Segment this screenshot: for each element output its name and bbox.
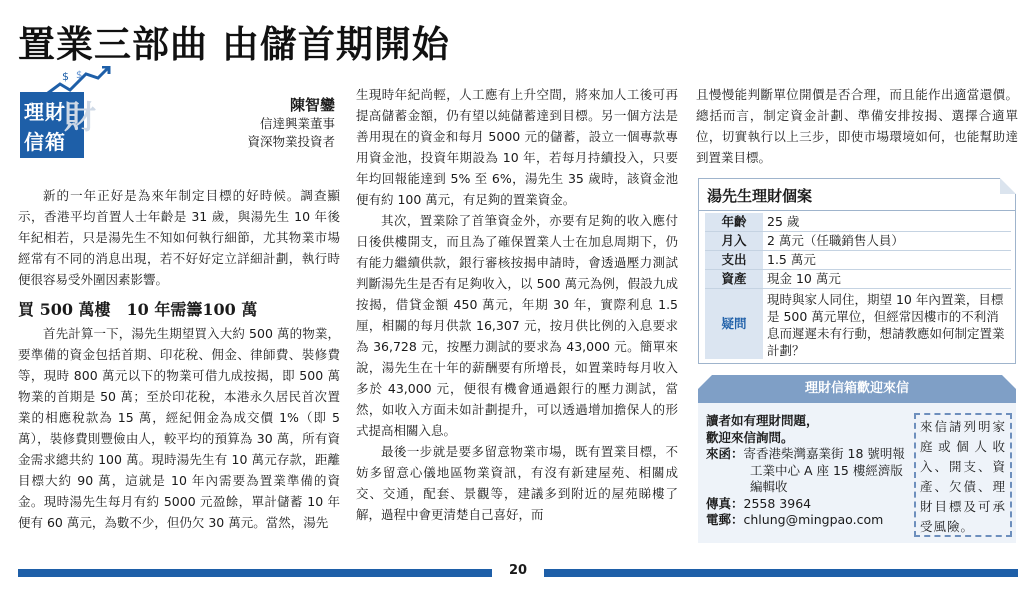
case-box bbox=[698, 178, 1016, 364]
case-table bbox=[705, 213, 1011, 359]
logo-text-1: 理財 bbox=[24, 100, 66, 124]
column2-paragraph-1: 生現時年紀尚輕，人工應有上升空間，將來加人工後可再提高儲蓄金額，仍有望以純儲蓄達到目標。另一個方法是善用現在的資金和每月 5000 元的儲蓄，設立一個專款專用資金池，投資年期設為 10 年，若每月持續投入，只要年均回報能達到 5% 至 6%，湯先生 35 歲時，該資金池便有約 100 萬元，有足夠的置業資金。 bbox=[356, 87, 678, 207]
mailbox-fax: 2558 3964 bbox=[743, 495, 812, 511]
table-row: 月入 2 萬元（任職銷售人員） bbox=[705, 232, 1011, 251]
mailbox-address: 寄香港柴灣嘉業街 18 號明報工業中心 A 座 15 樓經濟版編輯收 bbox=[743, 446, 905, 494]
subheading: 買 500 萬樓 10 年需籌100 萬 bbox=[18, 300, 258, 319]
logo-text-2: 信箱 bbox=[24, 130, 66, 154]
column2-paragraph-3: 最後一步就是要多留意物業市場，既有置業目標，不妨多留意心儀地區物業資訊，有沒有新建屋苑、相關成交、交通，配套、景觀等，建議多到附近的屋苑睇樓了解，過程中會更清楚自己喜好，而 bbox=[356, 444, 678, 522]
mailbox-title: 理財信箱歡迎來信 bbox=[698, 375, 1016, 403]
mailbox-box bbox=[698, 375, 1016, 543]
author-block bbox=[175, 94, 335, 151]
author-role-1: 信達興業董事 bbox=[259, 116, 335, 131]
mailbox-note: 來信請列明家庭或個人收入、開支、資產、欠債、理財目標及可承受風險。 bbox=[914, 413, 1012, 537]
case-title: 湯先生理財個案 bbox=[699, 179, 1015, 211]
table-row: 資產 現金 10 萬元 bbox=[705, 270, 1011, 289]
mailbox-info: 讀者如有理財問題， 歡迎來信詢問。 來函：寄香港柴灣嘉業街 18 號明報工業中心 A 座 15 樓經濟版編輯收 傳真：2558 3964 電郵：chlung@mingpao.com bbox=[706, 413, 905, 527]
column2 bbox=[356, 84, 678, 525]
column3 bbox=[696, 84, 1018, 168]
column1-paragraph-2: 首先計算一下，湯先生期望買入大約 500 萬的物業，要準備的資金包括首期、印花稅、佣金、律師費、裝修費等，現時 800 萬元以下的物業可借九成按揭，即 500 萬物業的首期是 50 萬；至於印花稅，本港永久居民首次置業的相應稅款為 15 萬，經紀佣金為成交價 1%（即 5 萬），裝修費則豐儉由人，較平均的預算為 30 萬，所有資金需求總共約 100 萬。現時湯先生有 10 萬元存款，距離目標大約 90 萬，這就是 10 年內需要為置業準備的資金。現時湯先生每月有約 5000 元盈餘，單計儲蓄 10 年便有 60 萬元，為數不少，但仍欠 30 萬元。當然，湯先 bbox=[18, 326, 340, 530]
table-row: 年齡 25 歲 bbox=[705, 213, 1011, 232]
page-number: 20 bbox=[508, 563, 528, 578]
table-row: 疑問 現時與家人同住，期望 10 年內置業，目標是 500 萬元單位，但經常因樓市的不利消息而遲遲未有行動，想請教應如何制定置業計劃？ bbox=[705, 289, 1011, 360]
column-logo: $ $ 財 理財 信箱 bbox=[20, 66, 100, 166]
page-footer bbox=[18, 563, 1018, 578]
svg-text:$: $ bbox=[76, 70, 83, 81]
mailbox-email[interactable]: chlung@mingpao.com bbox=[743, 512, 884, 527]
author-role-2: 資深物業投資者 bbox=[247, 134, 335, 149]
author-name: 陳智鑾 bbox=[289, 96, 335, 114]
column1-paragraph-1: 新的一年正好是為來年制定目標的好時候。調查顯示，香港平均首置人士年齡是 31 歲，與湯先生 10 年後年紀相若，只是湯先生不知如何執行細節，尤其物業市場經常有不同的消息出現，若不好好定立詳細計劃，執行時便很容易受外圍因素影響。 bbox=[18, 188, 340, 287]
svg-text:$: $ bbox=[62, 70, 69, 83]
table-row: 支出 1.5 萬元 bbox=[705, 251, 1011, 270]
column3-paragraph-1: 且慢慢能判斷單位開價是否合理，而且能作出適當還價。總括而言，制定資金計劃、準備安排按揭、選擇合適單位，切實執行以上三步，即使市場環境如何，也能幫助達到置業目標。 bbox=[696, 87, 1018, 165]
column2-paragraph-2: 其次，置業除了首筆資金外，亦要有足夠的收入應付日後供樓開支，而且為了確保置業人士在加息周期下，仍有能力繼續供款，銀行審核按揭申請時，會透過壓力測試判斷湯先生是否有足夠收入，以 500 萬元為例，假設九成按揭，借貸金額 450 萬元，年期 30 年，實際利息 1.5 厘，相關的每月供款 16,307 元，按月供比例的入息要求為 36,728 元，按壓力測試的要求為 43,000 元。簡單來說，湯先生在十年的薪酬要有所增長，如置業時每月收入多於 43,000 元，便很有機會通過銀行的壓力測試，當然，如收入方面未如計劃提升，可以透過增加擔保人的形式提高相關入息。 bbox=[356, 213, 678, 438]
headline: 置業三部曲 由儲首期開始 bbox=[18, 23, 450, 66]
